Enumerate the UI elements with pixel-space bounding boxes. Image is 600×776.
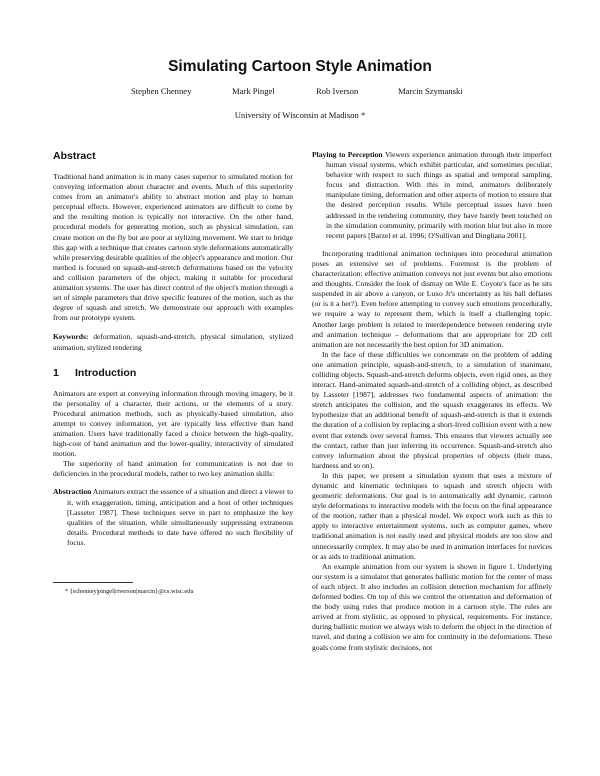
body-paragraph: An example animation from our system is shown in figure 1. Underlying our system is a simulator that generates ballistic motion for the center of mass of each object. It also includes an collision detection mechanism for affinely deformed bodies. On top of this we control the orientation and deformation of the body using rules that produce motion in a cartoon style. The rules are arrived at from stylistic, as opposed to physical, requirements. For instance, during ballistic motion we always wish to deform the object in the direction of travel, and during a collision we aim for continuity in the deformations. These goals come from stylistic decisions, not: [312, 561, 552, 652]
definition-text: Viewers experience animation through their imperfect human visual systems, which exhibit particular, and sometimes peculiar, behavior with respect to such things as spatial and temporal sampling, focus and distraction. With this in mind, animators deliberately manipulate timing, deformation and other aspects of motion to ensure that the desired perception results. While perceptual issues have been addressed in the rendering community, they have barely been touched on in the simulation community, primarily with motion blur but also in more recent papers [Barzel et al. 1996; O'Sullivan and Dingliana 2001].: [326, 150, 553, 240]
body-paragraph: Incorporating traditional animation techniques into procedural animation poses an extensive set of problems. Foremost is the problem of characterization: effective animation conveys not just events but also emotions and thoughts. Consider the look of dismay on Wile E. Coyote's face as he sits suspended in air above a canyon, or Luxo Jr's uncertainty as his ball deflates (or is it a her?). Even before attempting to convey such emotions procedurally, we require a way to represent them, which is itself a challenging topic. Another large problem is related to interdependence between rendering style and animation technique – deformations that are appropriate for 2D cell animation are not necessarily the best option for 3D animation.: [312, 248, 552, 349]
left-column: [53, 150, 293, 548]
definition-item: [312, 150, 552, 241]
affiliation: University of Wisconsin at Madison *: [234, 110, 366, 120]
author-name: Marcin Szymanski: [398, 86, 463, 96]
definition-text: Animators extract the essence of a situation and direct a viewer to it, with exaggeration, timing, anticipation and a host of other techniques [Lasseter 1987]. These techniques serve in part to emphasize the key qualities of the situation, while simultaneously suppressing extraneous details. Procedural methods to date have offered no such flexibility of focus.: [67, 487, 293, 547]
keywords-text: deformation, squash-and-stretch, physical simulation, stylized animation, stylized rendering: [53, 332, 293, 352]
intro-paragraph: Animators are expert at conveying information through moving imagery, be it the personality of a character, their actions, or the elements of a story. Procedural animation methods, such as physically-based simulation, also attempt to convey information, yet are typically less effective than hand animation. Users have traditionally faced a choice between the high-quality, high-cost of hand animation and the lower-quality, interactivity of simulated motion.: [53, 388, 293, 459]
author-name: Stephen Chenney: [131, 86, 192, 96]
definition-term: Abstraction: [53, 487, 92, 497]
right-column: [312, 150, 552, 653]
author-name: Rob Iverson: [316, 86, 359, 96]
body-paragraph: In this paper, we present a simulation system that uses a mixture of dynamic and kinematic techniques to squash and stretch objects with geometric deformations. Our goal is to automatically add dynamic, cartoon style deformations to interactive models with the focus on the final appearance of the motion, rather than a physical model. We expect work such as this to apply to interactive entertainment systems, such as computer games, where traditional animation is not easily used and physical models are too slow and unnecessarily complex. It may also be used in animation interfaces for novices or as aids to traditional animation.: [312, 470, 552, 561]
author-name: Mark Pingel: [232, 86, 275, 96]
abstract-body: Traditional hand animation is in many cases superior to simulated motion for conveying information about character and events. Much of this superiority comes from an animator's ability to abstract motion and play to human perceptual effects. However, experienced animators are difficult to come by and the resulting motion is typically not interactive. On the other hand, procedural models for generating motion, such as physical simulation, can create motion on the fly but are poor at stylizing movement. We start to bridge this gap with a technique that creates cartoon style deformations automatically while preserving desirable qualities of the object's appearance and motion. Our method is focused on squash-and-stretch deformations based on the velocity and collision parameters of the object, making it suitable for procedural animation systems. The user has direct control of the object's motion through a set of simple parameters that drive specific features of the motion, such as the degree of squash and stretch. We demonstrate our approach with examples from our prototype system.: [53, 172, 293, 323]
abstract-heading: Abstract: [53, 150, 96, 162]
intro-paragraph: The superiority of hand animation for communication is not due to deficiencies in the procedural models, rather to two key animation skills:: [53, 459, 293, 479]
definition-item: [53, 487, 293, 548]
author-list: [0, 86, 600, 98]
body-paragraph: In the face of these difficulties we concentrate on the problem of adding one animation principle, squash-and-stretch, to a simulation of inanimate, colliding objects. Squash-and-stretch deforms objects, even rigid ones, as they interact. Hand-animated squash-and-stretch of a colliding object, as described by Lasseter [1987], addresses two fundamental aspects of animation: the stretch anticipates the collision, and the squash exaggerates its effects. We hypothesize that an additional benefit of squash-and-stretch is that it extends the duration of a collision by replacing a short-lived collision event with a new event that extends over several frames. This ensures that viewers actually see the contact, rather than just inferring its occurrence. Squash-and-stretch also convey information about the physical properties of objects (their mass, hardness and so on).: [312, 349, 552, 470]
paper-title: Simulating Cartoon Style Animation: [168, 58, 432, 75]
definition-term: Playing to Perception: [312, 150, 383, 159]
footnote: * {schenney|pingel|riverson|marcin}@cs.wisc.edu: [65, 588, 194, 595]
intro-heading: [53, 367, 293, 380]
footnote-rule: [53, 582, 133, 583]
keywords-label: Keywords:: [53, 332, 89, 342]
keywords: [53, 332, 293, 352]
section-title: Introduction: [75, 366, 137, 379]
section-number: 1: [53, 366, 59, 379]
